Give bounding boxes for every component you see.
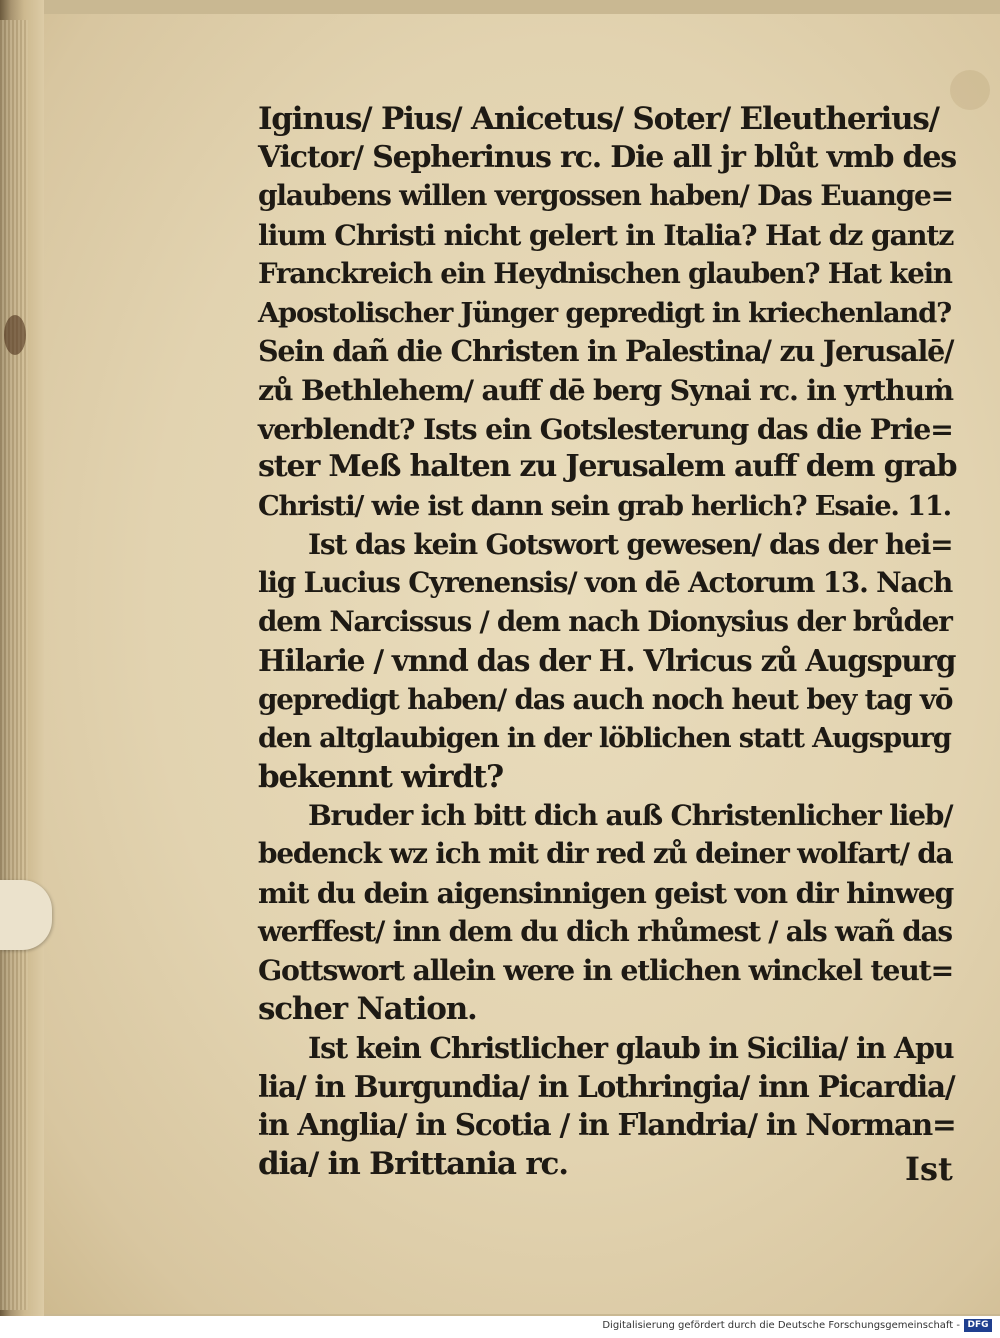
text-line: Gottswort allein were in etlichen winckel teut= [258, 953, 954, 988]
text-line: Franckreich ein Heydnischen glauben? Hat kein [258, 256, 952, 290]
text-line: Iginus/ Pius/ Anicetus/ Soter/ Eleutherius/ [258, 101, 939, 137]
text-line: verblendt? Ists ein Gotslesterung das die Prie= [258, 411, 953, 446]
digitization-credit: Digitalisierung gefördert durch die Deutsche Forschungsgemeinschaft - [602, 1320, 960, 1331]
dfg-logo-icon: DFG [964, 1319, 992, 1332]
catchword: Ist [905, 1150, 953, 1188]
text-line: werffest/ inn dem du dich rhůmest / als wañ das [258, 914, 952, 948]
text-line: Hilarie / vnnd das der H. Vlricus zů Augspurg [258, 642, 956, 678]
ink-stain [4, 315, 26, 355]
text-line: Bruder ich bitt dich auß Christenlicher lieb/ [308, 798, 953, 832]
text-line: lium Christi nicht gelert in Italia? Hat dz gantz [258, 218, 954, 253]
text-line: Apostolischer Jünger gepredigt in kriechenland? [258, 296, 951, 329]
text-line: in Anglia/ in Scotia / in Flandria/ in Norman= [258, 1107, 956, 1143]
text-line: den altglaubigen in der löblichen statt Augspurg [258, 722, 951, 755]
text-line: Ist das kein Gotswort gewesen/ das der hei= [308, 527, 953, 561]
text-line: scher Nation. [258, 991, 477, 1028]
text-line: ster Meß halten zu Jerusalem auff dem grab [258, 449, 957, 485]
text-line: dem Narcissus / dem nach Dionysius der brůder [258, 605, 952, 639]
page-edges [0, 20, 28, 1310]
body-text [258, 100, 958, 1184]
text-line: lig Lucius Cyrenensis/ von dē Actorum 13. Nach [258, 566, 953, 600]
text-line: mit du dein aigensinnigen geist von dir hinweg [258, 876, 954, 911]
text-line: zů Bethlehem/ auff dē berg Synai rc. in yrthuṁ [258, 372, 953, 407]
text-line: gepredigt haben/ das auch noch heut bey tag vō [258, 682, 953, 716]
page-tab [0, 880, 52, 950]
text-line: dia/ in Brittania rc. [258, 1145, 568, 1182]
text-line: Sein dañ die Christen in Palestina/ zu Jerusalē/ [258, 334, 954, 369]
text-line: bekennt wirdt? [258, 758, 503, 795]
text-line: Ist kein Christlicher glaub in Sicilia/ in Apu [308, 1030, 954, 1065]
text-line: glaubens willen vergossen haben/ Das Euange= [258, 179, 953, 213]
text-line: Victor/ Sepherinus rc. Die all jr blůt vmb des [258, 139, 956, 175]
text-line: Christi/ wie ist dann sein grab herlich? Esaie. 11. [258, 490, 951, 523]
text-line: bedenck wz ich mit dir red zů deiner wolfart/ da [258, 837, 953, 871]
text-line: lia/ in Burgundia/ in Lothringia/ inn Picardia/ [258, 1068, 955, 1104]
